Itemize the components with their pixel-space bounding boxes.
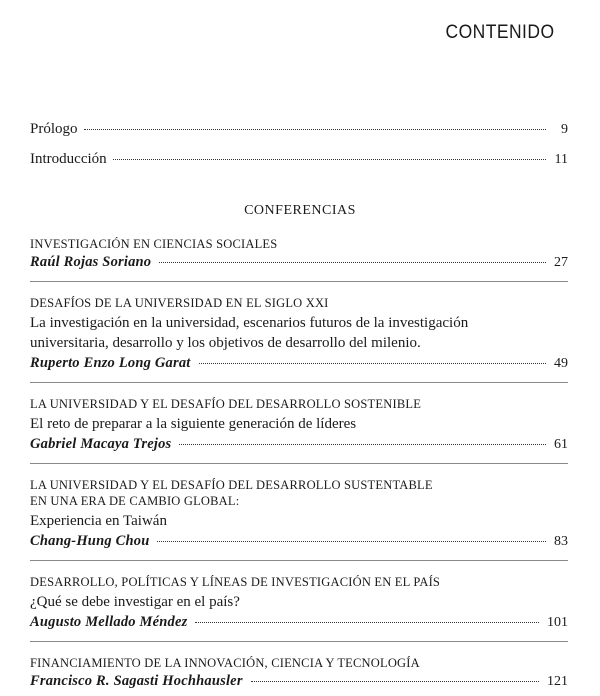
dot-leader bbox=[199, 362, 546, 364]
entry-author: Francisco R. Sagasti Hochhausler bbox=[30, 673, 243, 689]
dot-leader bbox=[157, 540, 546, 542]
toc-entry[interactable] bbox=[30, 641, 568, 690]
entry-kicker: INVESTIGACIÓN EN CIENCIAS SOCIALES bbox=[30, 237, 278, 251]
toc-entry[interactable] bbox=[30, 236, 568, 271]
dot-leader bbox=[179, 443, 546, 445]
entry-author-line bbox=[30, 436, 568, 453]
entry-author-line bbox=[30, 673, 568, 690]
entry-kicker: DESAFÍOS DE LA UNIVERSIDAD EN EL SIGLO XXI bbox=[30, 296, 329, 310]
dot-leader bbox=[84, 128, 546, 130]
entry-author: Raúl Rojas Soriano bbox=[30, 254, 152, 270]
toc-front-item-prologo[interactable] bbox=[30, 121, 568, 138]
entry-kicker: LA UNIVERSIDAD Y EL DESAFÍO DEL DESARROLLO SOSTENIBLE bbox=[30, 397, 422, 411]
entry-page: 83 bbox=[554, 534, 568, 549]
entry-subtitle: ¿Qué se debe investigar en el país? bbox=[30, 594, 240, 610]
entry-page: 49 bbox=[554, 356, 568, 371]
entry-author-line bbox=[30, 533, 568, 550]
entry-subtitle: El reto de preparar a la siguiente generación de líderes bbox=[30, 416, 357, 432]
dot-leader bbox=[251, 680, 539, 682]
toc-entry[interactable] bbox=[30, 463, 568, 550]
entry-author: Gabriel Macaya Trejos bbox=[30, 436, 172, 452]
toc-item-label: Introducción bbox=[30, 151, 107, 167]
entry-author-line bbox=[30, 355, 568, 372]
toc-entry[interactable] bbox=[30, 560, 568, 631]
page-title: CONTENIDO bbox=[444, 22, 554, 43]
dot-leader bbox=[159, 261, 546, 263]
entry-page: 27 bbox=[554, 255, 568, 270]
toc-entry[interactable] bbox=[30, 281, 568, 372]
entry-subtitle: La investigación en la universidad, escenarios futuros de la investigación universitaria, desarrollo y los objetivos de desarrollo del milenio. bbox=[30, 315, 469, 351]
toc-item-page: 11 bbox=[554, 152, 568, 167]
entry-author: Ruperto Enzo Long Garat bbox=[30, 355, 191, 371]
entry-page: 61 bbox=[554, 437, 568, 452]
entry-author-line bbox=[30, 254, 568, 271]
toc-entries bbox=[30, 236, 568, 690]
entry-page: 121 bbox=[547, 674, 568, 689]
entry-author: Augusto Mellado Méndez bbox=[30, 614, 188, 630]
toc-item-label: Prólogo bbox=[30, 121, 78, 137]
dot-leader bbox=[195, 621, 539, 623]
entry-kicker: LA UNIVERSIDAD Y EL DESAFÍO DEL DESARROLLO SUSTENTABLE EN UNA ERA DE CAMBIO GLOBAL: bbox=[30, 478, 433, 508]
entry-kicker: FINANCIAMIENTO DE LA INNOVACIÓN, CIENCIA Y TECNOLOGÍA bbox=[30, 656, 420, 670]
entry-kicker: DESARROLLO, POLÍTICAS Y LÍNEAS DE INVESTIGACIÓN EN EL PAÍS bbox=[30, 575, 441, 589]
entry-subtitle: Experiencia en Taiwán bbox=[30, 513, 167, 529]
toc-front-item-introduccion[interactable] bbox=[30, 151, 568, 168]
section-heading: CONFERENCIAS bbox=[244, 203, 356, 218]
entry-page: 101 bbox=[547, 615, 568, 630]
entry-author: Chang-Hung Chou bbox=[30, 533, 150, 549]
toc-entry[interactable] bbox=[30, 382, 568, 453]
entry-author-line bbox=[30, 614, 568, 631]
dot-leader bbox=[113, 158, 546, 160]
toc-item-page: 9 bbox=[561, 122, 568, 137]
